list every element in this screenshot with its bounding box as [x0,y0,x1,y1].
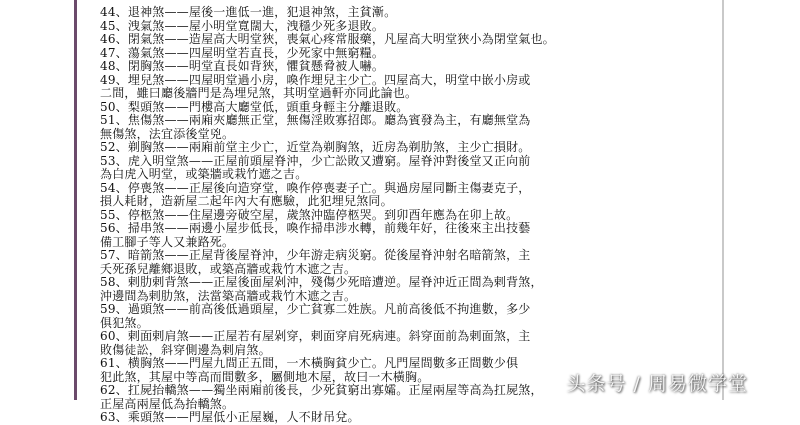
text-line: 62、扛屍抬轎煞——獨坐兩廂前後長，少死貧窮出寡孀。正屋兩屋等高為扛屍煞， [100,383,543,397]
right-margin-rule [722,0,724,400]
text-line: 52、剃胸煞——兩廂前堂主少亡，近堂為剃胸煞，近房為剃肋煞，主少亡損財。 [100,140,531,154]
text-line: 57、暗箭煞——正屋背後屋脊沖，少年游走病災窮。從後屋脊沖射名暗箭煞，主 [100,248,531,262]
text-line: 59、過頭煞——前高後低過頭屋，少亡貧寡二姓族。凡前高後低不拘進數，多少 [100,302,531,316]
text-line: 44、退神煞——屋後一進低一進，犯退神煞，主貧漸。 [100,5,397,19]
text-line: 46、閉氣煞——造屋高大明堂狹，喪氣心疼常服藥，凡屋高大明堂狹小為閉堂氣也。 [100,32,555,46]
text-line: 無傷煞，法宜添後堂兇。 [100,126,235,141]
text-line: 犯此煞，其屋中等高而間數多，屬側地木屋，故曰一木橫胸。 [100,369,430,384]
text-line: 二間，雖曰廳後牆門是為埋兒煞，其明堂過軒亦同此論也。 [100,86,418,100]
text-line: 47、蕩氣煞——四屋明堂若直長，少死家中無窮糧。 [100,45,385,60]
text-line: 為白虎入明堂，或築牆或栽竹遮之吉。 [100,167,308,181]
text-line: 54、停喪煞——正屋後向造穿堂，喚作停喪妻子亡。與過房屋同斷主傷妻克子， [100,180,531,195]
text-line: 正屋高兩屋低為抬轎煞。 [100,396,235,411]
text-line: 56、掃串煞——兩邊小屋步低長，喚作掃串涉水轉，前幾年好，往後來主出技藝 [100,221,531,235]
text-line: 50、梨頭煞——門樓高大廳堂低，頭重身輕主分離退敗。 [100,99,409,114]
text-line: 沖邊間為剌肋煞，法當築高牆或栽竹木遮之吉。 [100,288,357,303]
text-line: 58、剌肋剌背煞——正屋後面屋剁沖，殘傷少死暗遭逆。屋脊沖近正間為剌背煞， [100,275,543,289]
text-line: 備工腳子等人又兼路死。 [100,234,235,249]
text-line: 49、埋兒煞——四屋明堂過小房，喚作埋兒主少亡。四屋高大，明堂中嵌小房或 [100,72,531,87]
text-line: 63、乘頭煞——門屋低小正屋巍，人不財吊兌。 [100,410,360,424]
text-line: 45、洩氣煞——屋小明堂寬闊大，洩穩少死多退敗。 [100,18,385,33]
text-line: 俱犯煞。 [100,315,149,330]
watermark: 头条号 / 周易微学堂 [566,373,748,395]
text-line: 敗傷徒訟，斜穿側邊為剌肩煞。 [100,342,271,357]
text-line: 55、停柩煞——住屋邊旁破空屋，歲煞沖臨停柩哭。到卯酉年應為在卯上故。 [100,207,519,222]
document-page [100,5,710,424]
text-line: 48、閉胸煞——明堂直長如背狹，懼貧懸脅被人嚇。 [100,59,385,73]
text-line: 夭死孫兒離鄉退敗，或築高牆或栽竹木遮之吉。 [100,261,357,276]
text-line: 51、焦傷煞——兩廂夾廳無正堂，無傷淫敗寡招郎。廳為賓發為主，有廳無堂為 [100,113,531,127]
text-line: 53、虎入明堂煞——正屋前頭屋脊沖，少亡訟敗又遭窮。屋脊沖對後堂又正向前 [100,153,531,168]
text-line: 損人耗財，造新屋二起年內大有應驗，此犯埋兒煞同。 [100,194,393,208]
text-line: 61、横胸煞——門屋九間正五間，一木橫胸貧少亡。凡門屋間數多正間數少俱 [100,356,519,370]
left-margin-rule [74,0,77,400]
text-line: 60、剌面剌肩煞——正屋若有屋剁穿，剌面穿肩死病連。斜穿面前為剌面煞，主 [100,329,531,343]
